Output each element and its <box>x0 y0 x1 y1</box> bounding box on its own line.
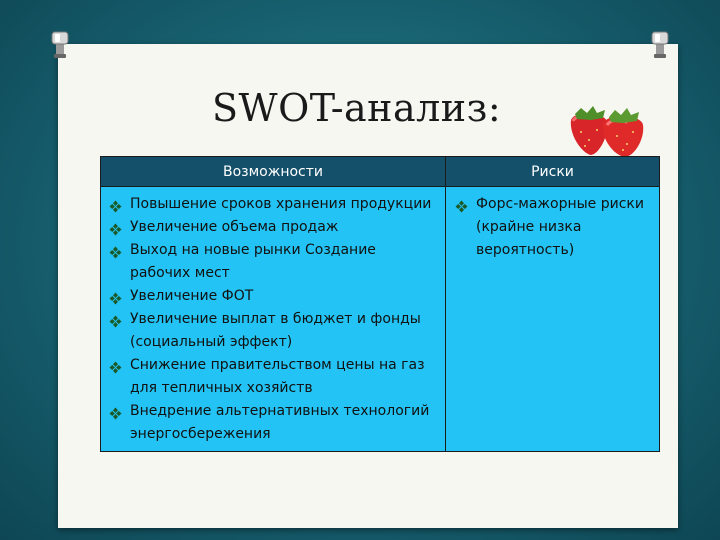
diamond-bullet-icon <box>109 244 122 257</box>
list-item <box>109 193 439 216</box>
list-item-text: Форс-мажорные риски (крайне низка вероятность) <box>476 196 644 258</box>
diamond-bullet-icon <box>109 290 122 303</box>
diamond-bullet-icon <box>109 313 122 326</box>
risks-list <box>446 187 659 451</box>
header-risks: Риски <box>531 163 574 180</box>
diamond-bullet-icon <box>109 221 122 234</box>
pushpin-icon <box>50 28 70 62</box>
list-item <box>109 400 439 446</box>
slide-title: SWOT-анализ: <box>212 86 502 130</box>
list-item-text: Снижение правительством цены на газ для тепличных хозяйств <box>130 357 425 396</box>
diamond-bullet-icon <box>455 198 468 211</box>
list-item-text: Повышение сроков хранения продукции <box>130 196 432 212</box>
swot-table <box>100 156 660 452</box>
table-body-row <box>101 187 659 451</box>
list-item-text: Увеличение выплат в бюджет и фонды (социальный эффект) <box>130 311 421 350</box>
pushpin-icon <box>650 28 670 62</box>
diamond-bullet-icon <box>109 198 122 211</box>
list-item <box>455 193 653 262</box>
diamond-bullet-icon <box>109 405 122 418</box>
list-item-text: Выход на новые рынки Создание рабочих мест <box>130 242 376 281</box>
strawberries-icon <box>565 100 647 158</box>
list-item <box>109 239 439 285</box>
list-item-text: Увеличение ФОТ <box>130 288 254 304</box>
list-item <box>109 308 439 354</box>
list-item-text: Увеличение объема продаж <box>130 219 339 235</box>
list-item <box>109 354 439 400</box>
list-item-text: Внедрение альтернативных технологий энергосбережения <box>130 403 430 442</box>
diamond-bullet-icon <box>109 359 122 372</box>
opportunities-list <box>101 187 446 451</box>
list-item <box>109 285 439 308</box>
list-item <box>109 216 439 239</box>
table-header-row <box>101 157 659 187</box>
header-opportunities: Возможности <box>101 157 446 186</box>
